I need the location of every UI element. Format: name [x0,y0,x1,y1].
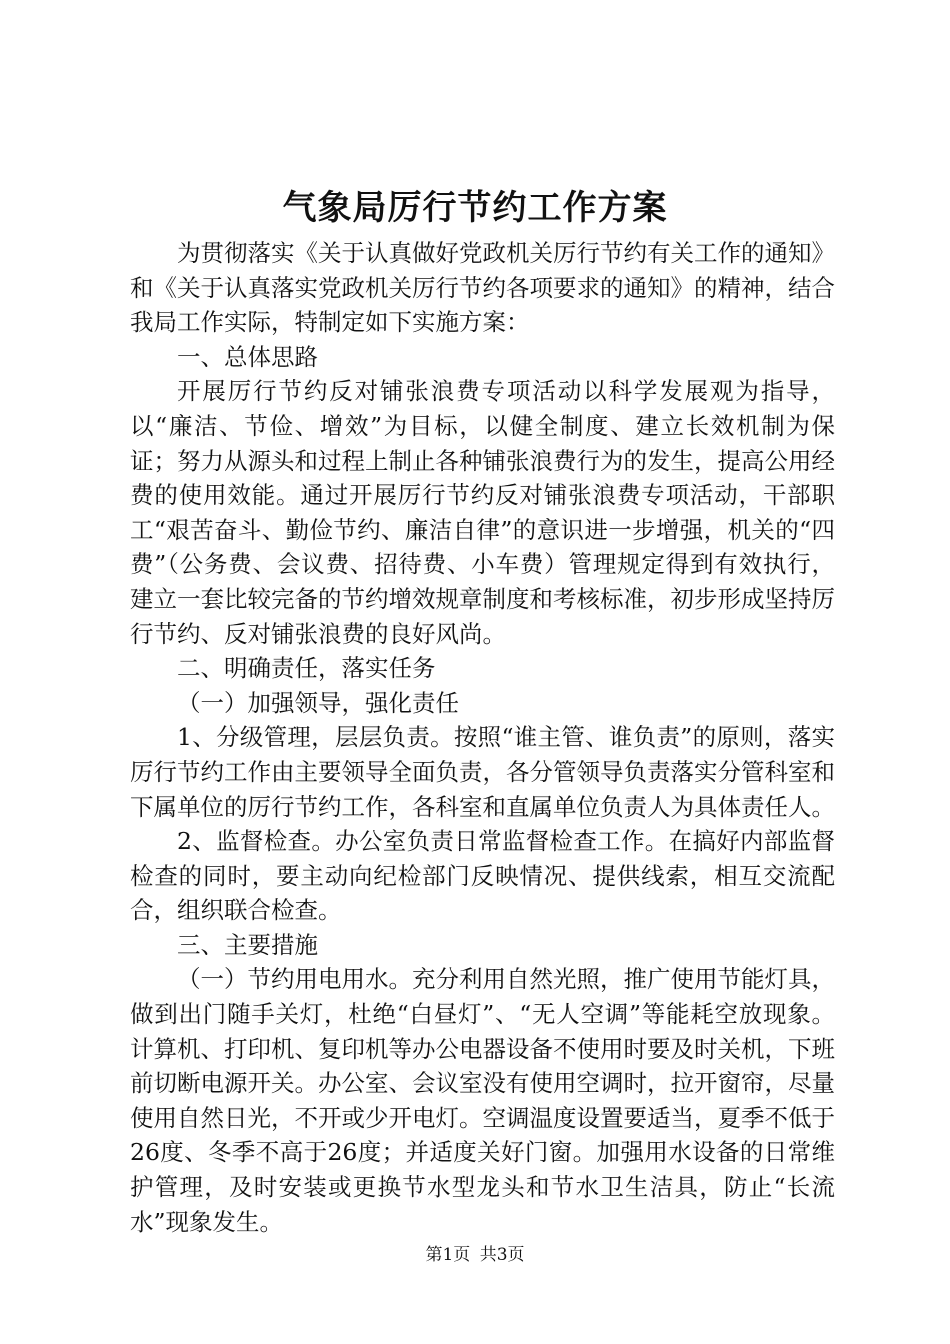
page-total: 共3页 [479,1245,525,1265]
page-footer [0,1243,950,1267]
item-paragraph-supervision: 2、监督检查。办公室负责日常监督检查工作。在搞好内部监督检查的同时，要主动向纪检部门反映情况、提供线索，相互交流配合，组织联合检查。 [130,827,835,925]
measures-paragraph-electricity-water: （一）节约用电用水。充分利用自然光照，推广使用节能灯具，做到出门随手关灯，杜绝“白昼灯”、“无人空调”等能耗空放现象。计算机、打印机、复印机等办公电器设备不使用时要及时关机，下班前切断电源开关。办公室、会议室没有使用空调时，拉开窗帘，尽量使用自然日光，不开或少开电灯。空调温度设置要适当，夏季不低于26度、冬季不高于26度；并适度关好门窗。加强用水设备的日常维护管理，及时安装或更换节水型龙头和节水卫生洁具，防止“长流水”现象发生。 [130,965,835,1236]
page-number: 第1页 [425,1245,471,1265]
subsection-heading-leadership: （一）加强领导，强化责任 [177,688,459,717]
section-heading-measures: 三、主要措施 [177,930,318,959]
section-heading-responsibility: 二、明确责任，落实任务 [177,654,436,683]
document-body [130,236,835,1239]
overall-paragraph: 开展厉行节约反对铺张浪费专项活动以科学发展观为指导，以“廉洁、节俭、增效”为目标，以健全制度、建立长效机制为保证；努力从源头和过程上制止各种铺张浪费行为的发生，提高公用经费的使用效能。通过开展厉行节约反对铺张浪费专项活动，干部职工“艰苦奋斗、勤俭节约、廉洁自律”的意识进一步增强，机关的“四费”（公务费、会议费、招待费、小车费）管理规定得到有效执行，建立一套比较完备的节约增效规章制度和考核标准，初步形成坚持厉行节约、反对铺张浪费的良好风尚。 [130,377,835,648]
intro-paragraph: 为贯彻落实《关于认真做好党政机关厉行节约有关工作的通知》和《关于认真落实党政机关厉行节约各项要求的通知》的精神，结合我局工作实际，特制定如下实施方案： [130,239,835,337]
document-title: 气象局厉行节约工作方案 [282,188,668,228]
section-heading-overall: 一、总体思路 [177,342,318,371]
item-paragraph-management: 1、分级管理，层层负责。按照“谁主管、谁负责”的原则，落实厉行节约工作由主要领导全面负责，各分管领导负责落实分管科室和下属单位的厉行节约工作，各科室和直属单位负责人为具体责任人。 [130,723,835,821]
